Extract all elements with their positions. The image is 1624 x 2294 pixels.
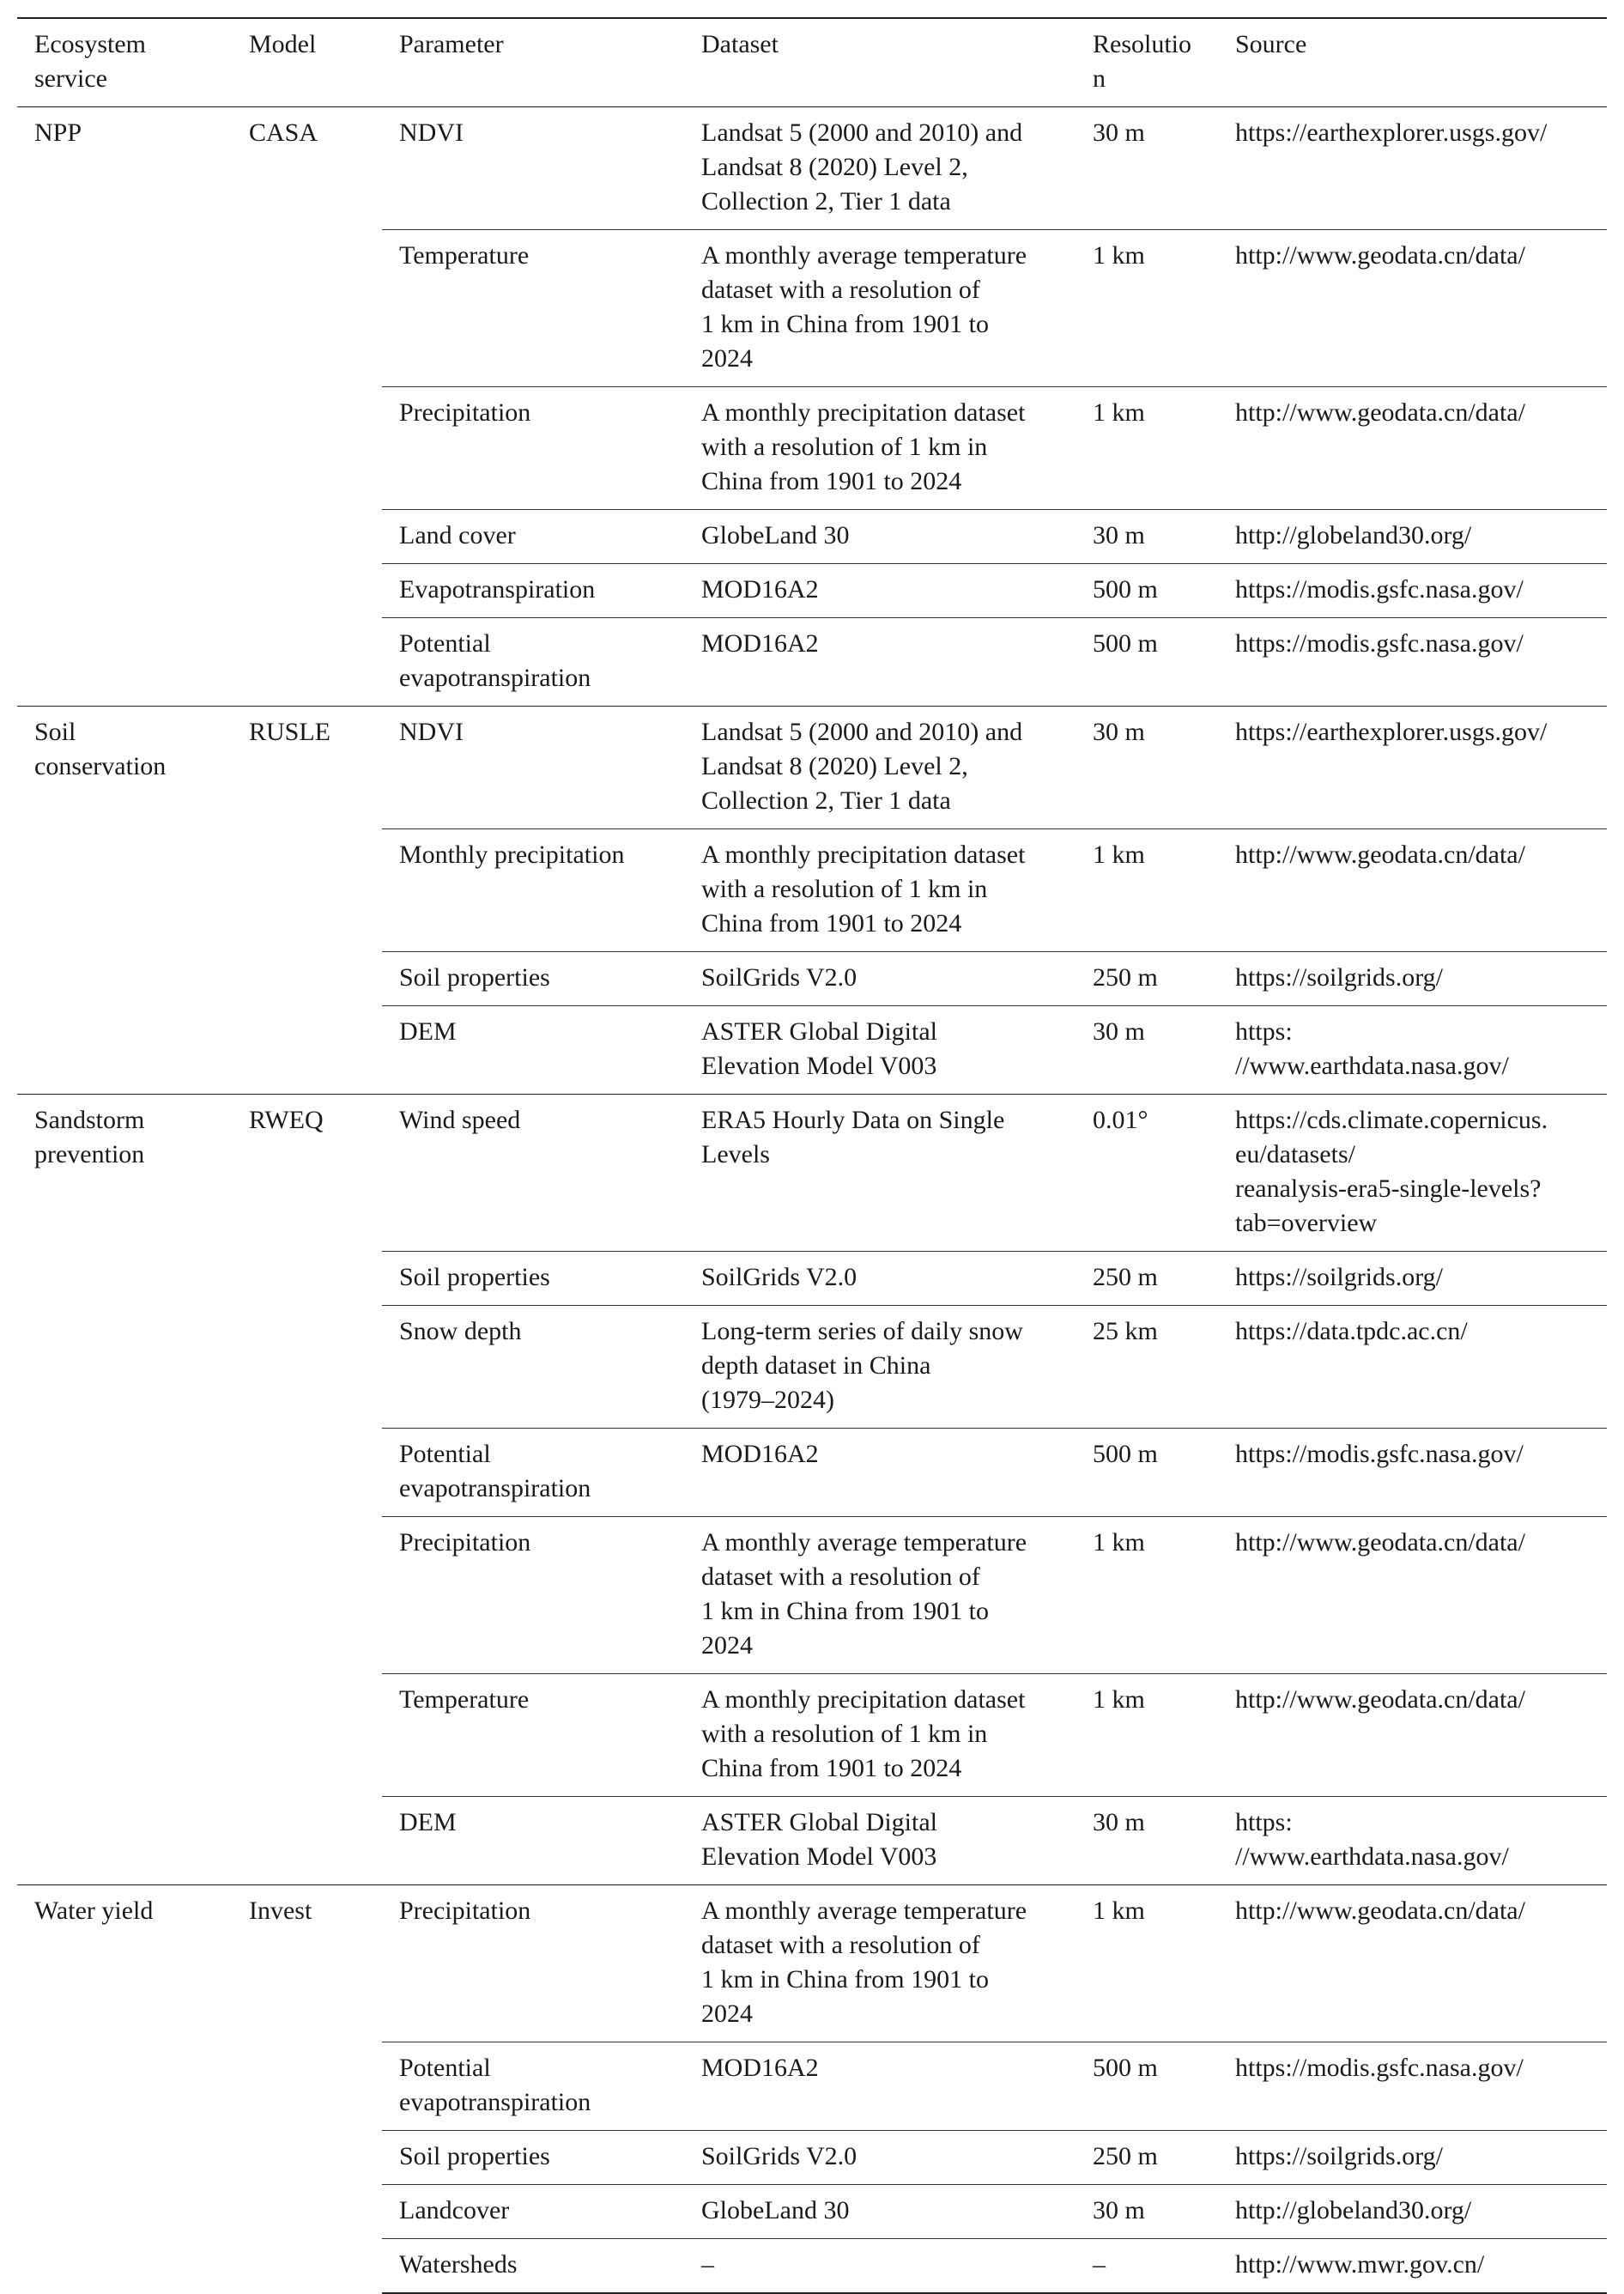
parameter-cell: Monthly precipitation: [382, 829, 684, 952]
dataset-cell: SoilGrids V2.0: [684, 1252, 1076, 1306]
dataset-cell: SoilGrids V2.0: [684, 2131, 1076, 2185]
parameter-cell: DEM: [382, 1006, 684, 1095]
resolution-cell: 0.01°: [1076, 1095, 1218, 1252]
table-row: [17, 1095, 1607, 1252]
header-ecosystem-service: Ecosystem service: [17, 18, 232, 107]
table-header: [17, 18, 1607, 107]
dataset-cell: ASTER Global Digital Elevation Model V003: [684, 1797, 1076, 1885]
dataset-cell: Landsat 5 (2000 and 2010) and Landsat 8 (2020) Level 2, Collection 2, Tier 1 data: [684, 707, 1076, 829]
dataset-cell: SoilGrids V2.0: [684, 952, 1076, 1006]
dataset-cell: MOD16A2: [684, 564, 1076, 618]
parameter-cell: Potential evapotranspiration: [382, 2042, 684, 2131]
resolution-cell: 1 km: [1076, 829, 1218, 952]
source-cell: http://www.geodata.cn/data/: [1218, 1885, 1607, 2042]
resolution-cell: 1 km: [1076, 387, 1218, 510]
resolution-cell: 30 m: [1076, 1006, 1218, 1095]
resolution-cell: 30 m: [1076, 107, 1218, 230]
parameter-cell: Precipitation: [382, 1517, 684, 1674]
model-cell: Invest: [232, 1885, 382, 2294]
parameter-cell: Land cover: [382, 510, 684, 564]
table-container: [17, 17, 1607, 2294]
source-cell: http://globeland30.org/: [1218, 510, 1607, 564]
parameter-cell: Temperature: [382, 1674, 684, 1797]
resolution-cell: 500 m: [1076, 564, 1218, 618]
source-cell: https://data.tpdc.ac.cn/: [1218, 1306, 1607, 1429]
service-cell: NPP: [17, 107, 232, 707]
dataset-cell: GlobeLand 30: [684, 2185, 1076, 2239]
source-cell: http://www.geodata.cn/data/: [1218, 829, 1607, 952]
resolution-cell: 1 km: [1076, 1517, 1218, 1674]
resolution-cell: 30 m: [1076, 510, 1218, 564]
parameter-cell: Potential evapotranspiration: [382, 1429, 684, 1517]
parameter-cell: Watersheds: [382, 2239, 684, 2294]
resolution-cell: 250 m: [1076, 952, 1218, 1006]
resolution-cell: 1 km: [1076, 1674, 1218, 1797]
source-cell: https://modis.gsfc.nasa.gov/: [1218, 1429, 1607, 1517]
source-cell: https://soilgrids.org/: [1218, 952, 1607, 1006]
parameter-cell: Precipitation: [382, 1885, 684, 2042]
source-cell: https://soilgrids.org/: [1218, 2131, 1607, 2185]
resolution-cell: 25 km: [1076, 1306, 1218, 1429]
resolution-cell: 30 m: [1076, 1797, 1218, 1885]
header-row: [17, 18, 1607, 107]
source-cell: http://www.geodata.cn/data/: [1218, 1674, 1607, 1797]
table-row: [17, 107, 1607, 230]
dataset-cell: A monthly precipitation dataset with a resolution of 1 km in China from 1901 to 2024: [684, 829, 1076, 952]
dataset-cell: A monthly average temperature dataset with a resolution of 1 km in China from 1901 to 2024: [684, 230, 1076, 387]
dataset-cell: GlobeLand 30: [684, 510, 1076, 564]
resolution-cell: 500 m: [1076, 1429, 1218, 1517]
resolution-cell: 1 km: [1076, 1885, 1218, 2042]
dataset-cell: MOD16A2: [684, 1429, 1076, 1517]
source-cell: https: //www.earthdata.nasa.gov/: [1218, 1797, 1607, 1885]
table-body: [17, 107, 1607, 2294]
resolution-cell: 30 m: [1076, 2185, 1218, 2239]
parameter-cell: Evapotranspiration: [382, 564, 684, 618]
dataset-cell: A monthly average temperature dataset with a resolution of 1 km in China from 1901 to 2024: [684, 1885, 1076, 2042]
source-cell: http://globeland30.org/: [1218, 2185, 1607, 2239]
service-cell: Water yield: [17, 1885, 232, 2294]
resolution-cell: 1 km: [1076, 230, 1218, 387]
resolution-cell: 30 m: [1076, 707, 1218, 829]
service-cell: Sandstorm prevention: [17, 1095, 232, 1885]
resolution-cell: 250 m: [1076, 1252, 1218, 1306]
resolution-cell: 500 m: [1076, 2042, 1218, 2131]
service-cell: Soil conservation: [17, 707, 232, 1095]
resolution-cell: –: [1076, 2239, 1218, 2294]
source-cell: https://modis.gsfc.nasa.gov/: [1218, 618, 1607, 707]
source-cell: https://earthexplorer.usgs.gov/: [1218, 107, 1607, 230]
table-row: [17, 1885, 1607, 2042]
dataset-cell: A monthly average temperature dataset with a resolution of 1 km in China from 1901 to 2024: [684, 1517, 1076, 1674]
source-cell: https://earthexplorer.usgs.gov/: [1218, 707, 1607, 829]
dataset-cell: ERA5 Hourly Data on Single Levels: [684, 1095, 1076, 1252]
source-cell: http://www.geodata.cn/data/: [1218, 230, 1607, 387]
table-row: [17, 707, 1607, 829]
source-cell: https: //www.earthdata.nasa.gov/: [1218, 1006, 1607, 1095]
parameter-cell: DEM: [382, 1797, 684, 1885]
dataset-cell: Long-term series of daily snow depth dataset in China (1979–2024): [684, 1306, 1076, 1429]
dataset-cell: MOD16A2: [684, 2042, 1076, 2131]
parameter-cell: Snow depth: [382, 1306, 684, 1429]
source-cell: http://www.mwr.gov.cn/: [1218, 2239, 1607, 2294]
parameter-cell: Wind speed: [382, 1095, 684, 1252]
parameter-cell: Soil properties: [382, 1252, 684, 1306]
dataset-cell: MOD16A2: [684, 618, 1076, 707]
source-cell: https://cds.climate.copernicus. eu/datasets/ reanalysis-era5-single-levels? tab=overview: [1218, 1095, 1607, 1252]
source-cell: https://soilgrids.org/: [1218, 1252, 1607, 1306]
parameter-cell: NDVI: [382, 707, 684, 829]
model-cell: RUSLE: [232, 707, 382, 1095]
dataset-cell: Landsat 5 (2000 and 2010) and Landsat 8 (2020) Level 2, Collection 2, Tier 1 data: [684, 107, 1076, 230]
header-parameter: Parameter: [382, 18, 684, 107]
source-cell: https://modis.gsfc.nasa.gov/: [1218, 2042, 1607, 2131]
dataset-cell: –: [684, 2239, 1076, 2294]
model-cell: CASA: [232, 107, 382, 707]
resolution-cell: 500 m: [1076, 618, 1218, 707]
source-cell: http://www.geodata.cn/data/: [1218, 1517, 1607, 1674]
parameter-cell: Precipitation: [382, 387, 684, 510]
parameter-cell: Potential evapotranspiration: [382, 618, 684, 707]
model-cell: RWEQ: [232, 1095, 382, 1885]
data-sources-table: [17, 17, 1607, 2294]
header-source: Source: [1218, 18, 1607, 107]
parameter-cell: NDVI: [382, 107, 684, 230]
source-cell: https://modis.gsfc.nasa.gov/: [1218, 564, 1607, 618]
header-resolution: Resolution: [1076, 18, 1218, 107]
resolution-cell: 250 m: [1076, 2131, 1218, 2185]
parameter-cell: Soil properties: [382, 2131, 684, 2185]
parameter-cell: Soil properties: [382, 952, 684, 1006]
dataset-cell: ASTER Global Digital Elevation Model V003: [684, 1006, 1076, 1095]
source-cell: http://www.geodata.cn/data/: [1218, 387, 1607, 510]
parameter-cell: Temperature: [382, 230, 684, 387]
dataset-cell: A monthly precipitation dataset with a resolution of 1 km in China from 1901 to 2024: [684, 1674, 1076, 1797]
dataset-cell: A monthly precipitation dataset with a resolution of 1 km in China from 1901 to 2024: [684, 387, 1076, 510]
parameter-cell: Landcover: [382, 2185, 684, 2239]
header-dataset: Dataset: [684, 18, 1076, 107]
header-model: Model: [232, 18, 382, 107]
